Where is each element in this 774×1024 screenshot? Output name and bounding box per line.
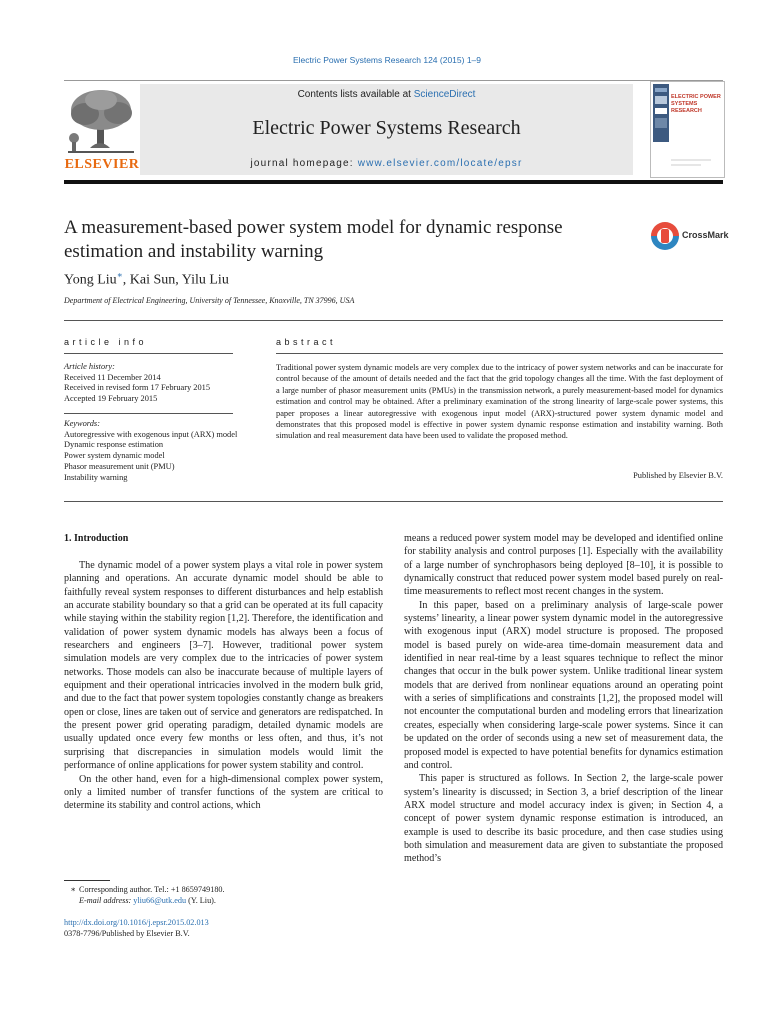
author-name: Yong Liu <box>64 272 117 288</box>
email-suffix: (Y. Liu). <box>188 896 216 905</box>
keyword-item: Autoregressive with exogenous input (ARX) model <box>64 429 238 439</box>
sciencedirect-link[interactable]: ScienceDirect <box>413 89 476 100</box>
keywords <box>64 419 239 483</box>
cover-title: ELECTRIC POWER SYSTEMS RESEARCH <box>671 94 721 114</box>
history-label: Article history: <box>64 362 115 371</box>
history-item: Accepted 19 February 2015 <box>64 394 158 404</box>
paragraph: The dynamic model of a power system plays a vital role in power system planning and operations. An accurate dynamic model should be able to faithfully reveal system responses to different disturbances and help establish an accurate stability boundary so that a grid can be operated at its full capacity while staying within the stability region [1,2]. Therefore, the identification and validation of power system dynamic models has always been a focus of researchers and engineers [3–7]. However, traditional power system simulation models are very complex due to the intricacies of power system networks. Those models can also be inaccurate because of multiple layers of equipment and their operational intricacies involved in the modern bulk grid, and due to the fact that power system topologies constantly change as breakers open or close, lines are taken out of service and generators are redispatched. In the present power grid operating paradigm, detailed dynamic models are usually updated once every few months or less often, and thus, it’s not surprising that discrepancies in simulation models would limit the performance of online applications for power system stability and control. <box>64 560 383 772</box>
doi-block <box>64 917 383 939</box>
abstract-heading: abstract <box>276 337 337 347</box>
author-name: Kai Sun <box>129 272 176 288</box>
email-link[interactable]: yliu66@utk.edu <box>133 896 187 905</box>
title-divider <box>64 320 723 321</box>
keyword-item: Dynamic response estimation <box>64 440 164 450</box>
keywords-label: Keywords: <box>64 419 100 428</box>
paragraph: means a reduced power system model may be developed and identified online for stability analysis and control purposes [1]. Especially with the availability of a large number of synchrophasors being deployed [8–10], it is possible to dynamically construct that reduced power system model based purely on real-time measurements to reflect most recent changes in the system. <box>404 533 723 598</box>
corresponding-author-text: Corresponding author. Tel.: +1 8659749180. <box>79 885 225 894</box>
footnote-divider <box>64 880 110 881</box>
paragraph: This paper is structured as follows. In Section 2, the large-scale power system’s linearity is discussed; in Section 3, a brief description of the linear ARX model structure and model accuracy index is given; in Section 4, a concept of power system dynamic response estimation is introduced, an example is used to describe its basic procedure, and then case studies using both simulation and measurement data are given to substantiate the proposed method’s <box>404 773 723 865</box>
author-list <box>64 270 229 289</box>
corresponding-author-note <box>64 884 383 895</box>
front-matter-bottom-divider <box>64 501 723 502</box>
journal-cover-thumbnail[interactable] <box>650 81 725 178</box>
section-heading: 1. Introduction <box>64 533 129 544</box>
article-title: A measurement-based power system model for dynamic response estimation and instability warning <box>64 217 563 262</box>
affiliation: Department of Electrical Engineering, University of Tennessee, Knoxville, TN 37996, USA <box>64 296 355 305</box>
keyword-item: Instability warning <box>64 472 128 482</box>
author-name: Yilu Liu <box>181 272 229 288</box>
journal-name: Electric Power Systems Research <box>252 117 521 139</box>
keyword-item: Phasor measurement unit (PMU) <box>64 461 175 471</box>
body-column-left <box>64 559 383 813</box>
header-divider <box>64 80 723 81</box>
article-info-heading: article info <box>64 337 148 347</box>
journal-citation[interactable]: Electric Power Systems Research 124 (2015) 1–9 <box>292 55 482 65</box>
author-separator: , <box>175 272 182 288</box>
history-item: Received in revised form 17 February 2015 <box>64 383 211 393</box>
doi-link[interactable]: http://dx.doi.org/10.1016/j.epsr.2015.02.013 <box>64 918 209 927</box>
homepage-link[interactable]: www.elsevier.com/locate/epsr <box>357 158 523 169</box>
paragraph: In this paper, based on a preliminary analysis of large-scale power systems’ linearity, a linear power system dynamic model in the autoregressive with exogenous input (ARX) model structure is proposed. The proposed model is based purely on wide-area time-domain measurement data and identified in near real-time by a least squares technique to reflect the minor changes that occur in the bulk power system. Unlike traditional linear system models that are derived from nonlinear equations around an operating point with a series of simplifications and constraints [1,2], the proposed model will not encounter the computational burden and modeling errors that linearization creates, especially when considering large-scale power systems. Since it can be updated on the order of seconds using a new set of measurement data, the proposed model is expected to have potential benefits for dynamics estimation and control. <box>404 599 723 771</box>
homepage-prefix: journal homepage: <box>250 158 358 169</box>
crossmark-label: CrossMark <box>682 230 729 240</box>
body-column-right <box>404 532 723 866</box>
keyword-item: Power system dynamic model <box>64 451 165 461</box>
header-thick-rule <box>64 180 723 184</box>
abstract-divider <box>276 353 723 354</box>
abstract-publisher: Published by Elsevier B.V. <box>633 471 723 480</box>
abstract-text: Traditional power system dynamic models are very complex due to the intricacy of power system networks and can be inaccurate for control because of the amount of details needed and the fact that the grid topology changes all the time. With the fast deployment of a large number of phasor measurement units (PMUs) in the transmission network, a purely measurement-based model for dynamics estimation and control may be obtained. After a preliminary examination of the strong linearity of large-scale power systems, this paper proposes a linear autoregressive with exogenous input model (ARX)-structured power system dynamic model and demonstrates that this proposed model is effective in power system dynamic response estimation and instability warning. Both simulation and real measurement data have been used to validate the proposed method. <box>276 363 723 441</box>
contents-line <box>140 89 633 100</box>
article-history <box>64 362 239 405</box>
history-item: Received 11 December 2014 <box>64 372 161 382</box>
footnote-mark: ∗ <box>70 885 76 894</box>
article-info-divider <box>64 353 233 354</box>
elsevier-wordmark: ELSEVIER <box>64 157 140 172</box>
homepage-line <box>140 158 633 169</box>
keywords-divider <box>64 413 233 414</box>
corresponding-author-mark[interactable]: ∗ <box>116 270 123 280</box>
paragraph: On the other hand, even for a high-dimensional complex power system, only a limited number of transfer functions of the system are critical to determine its stability and control actions, which <box>64 773 383 812</box>
crossmark-badge[interactable] <box>650 221 730 251</box>
author-separator: , <box>122 272 130 288</box>
email-label: E-mail address: <box>79 896 132 905</box>
email-note <box>64 895 383 906</box>
crossmark-icon <box>650 221 680 251</box>
footnote <box>64 884 383 906</box>
contents-prefix: Contents lists available at <box>297 89 414 100</box>
issn-line: 0378-7796/Published by Elsevier B.V. <box>64 929 190 938</box>
